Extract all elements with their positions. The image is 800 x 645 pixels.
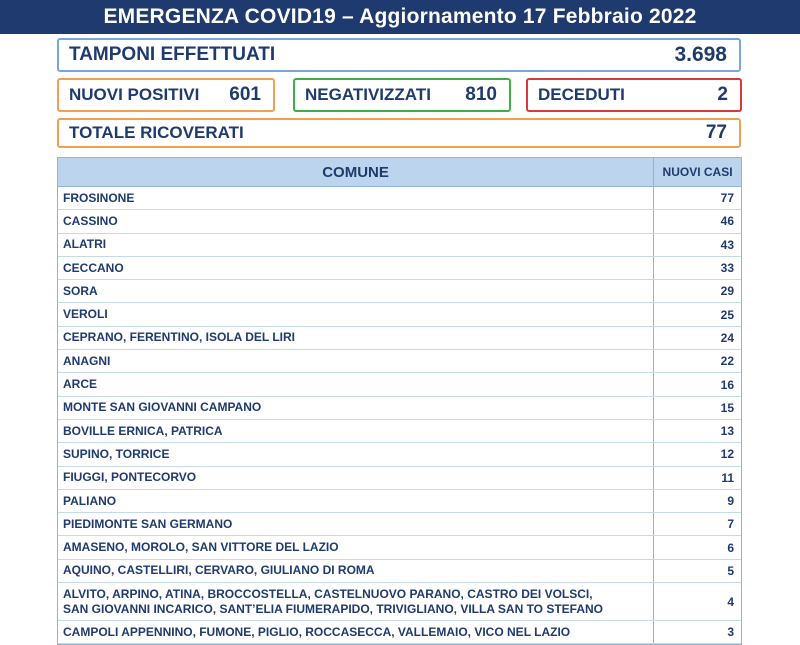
tamponi-label: TAMPONI EFFETTUATI	[69, 44, 276, 65]
nuovi-casi-cell: 12	[720, 447, 734, 462]
comune-cell: ALATRI	[58, 234, 654, 256]
page-title: EMERGENZA COVID19 – Aggiornamento 17 Febbraio 2022	[0, 0, 800, 34]
comune-cell: CAMPOLI APPENNINO, FUMONE, PIGLIO, ROCCASECCA, VALLEMAIO, VICO NEL LAZIO	[58, 621, 654, 643]
totale-ricoverati-value: 77	[705, 122, 727, 143]
nuovi-casi-cell: 4	[727, 594, 734, 609]
comune-cell: VEROLI	[58, 303, 654, 325]
comune-cell: ANAGNI	[58, 350, 654, 372]
table-body	[58, 187, 741, 644]
tamponi-value: 3.698	[674, 43, 727, 66]
nuovi-casi-cell: 5	[727, 563, 734, 578]
totale-ricoverati-box	[57, 118, 741, 148]
table-row	[58, 373, 741, 396]
table-row	[58, 303, 741, 326]
table-row	[58, 490, 741, 513]
nuovi-casi-cell: 22	[720, 354, 734, 369]
table-row	[58, 257, 741, 280]
table-row	[58, 327, 741, 350]
nuovi-casi-cell: 6	[727, 540, 734, 555]
negativizzati-value: 810	[465, 84, 497, 105]
nuovi-casi-cell: 7	[727, 517, 734, 532]
table-row	[58, 621, 741, 644]
comune-cell: ALVITO, ARPINO, ATINA, BROCCOSTELLA, CASTELNUOVO PARANO, CASTRO DEI VOLSCI, SAN GIOVANNI INCARICO, SANT’ELIA FIUMERAPIDO, TRIVIGLIANO, VILLA SAN TO STEFANO	[58, 583, 654, 620]
nuovi-casi-cell: 3	[727, 625, 734, 640]
nuovi-casi-cell: 43	[720, 237, 734, 252]
nuovi-casi-cell: 11	[721, 470, 734, 485]
table-row	[58, 560, 741, 583]
table-row	[58, 280, 741, 303]
nuovi-casi-cell: 25	[720, 307, 734, 322]
comune-cell: BOVILLE ERNICA, PATRICA	[58, 420, 654, 442]
comune-cell: CEPRANO, FERENTINO, ISOLA DEL LIRI	[58, 327, 654, 349]
table-row	[58, 513, 741, 536]
comune-cell: AQUINO, CASTELLIRI, CERVARO, GIULIANO DI ROMA	[58, 560, 654, 582]
table-row	[58, 443, 741, 466]
comune-cell: CECCANO	[58, 257, 654, 279]
table-row	[58, 350, 741, 373]
table-row	[58, 420, 741, 443]
nuovi-casi-cell: 16	[720, 377, 734, 392]
nuovi-casi-cell: 24	[720, 330, 734, 345]
comune-cell: AMASENO, MOROLO, SAN VITTORE DEL LAZIO	[58, 536, 654, 558]
table-row	[58, 536, 741, 559]
nuovi-positivi-value: 601	[229, 84, 261, 105]
nuovi-casi-cell: 33	[720, 261, 734, 276]
nuovi-casi-cell: 29	[720, 284, 734, 299]
negativizzati-box	[293, 78, 511, 112]
table-row	[58, 583, 741, 621]
totale-ricoverati-label: TOTALE RICOVERATI	[69, 123, 244, 142]
comune-cell: SORA	[58, 280, 654, 302]
deceduti-box	[526, 78, 742, 112]
deceduti-label: DECEDUTI	[538, 85, 625, 104]
header-comune: COMUNE	[58, 158, 654, 186]
nuovi-positivi-label: NUOVI POSITIVI	[69, 85, 200, 104]
table-row	[58, 397, 741, 420]
header-nuovi-casi: NUOVI CASI	[662, 165, 733, 179]
cases-table	[57, 157, 742, 645]
comune-cell: ARCE	[58, 373, 654, 395]
table-row	[58, 467, 741, 490]
nuovi-casi-cell: 46	[720, 214, 734, 229]
nuovi-positivi-box	[57, 78, 275, 112]
comune-cell: MONTE SAN GIOVANNI CAMPANO	[58, 397, 654, 419]
negativizzati-label: NEGATIVIZZATI	[305, 85, 431, 104]
comune-cell: PALIANO	[58, 490, 654, 512]
table-header	[58, 158, 741, 187]
deceduti-value: 2	[717, 84, 728, 105]
nuovi-casi-cell: 15	[720, 400, 734, 415]
comune-cell: FIUGGI, PONTECORVO	[58, 467, 654, 489]
comune-cell: FROSINONE	[58, 187, 654, 209]
comune-cell: CASSINO	[58, 210, 654, 232]
nuovi-casi-cell: 77	[720, 191, 734, 206]
nuovi-casi-cell: 13	[720, 424, 734, 439]
tamponi-box	[57, 38, 741, 72]
table-row	[58, 187, 741, 210]
table-row	[58, 234, 741, 257]
comune-cell: SUPINO, TORRICE	[58, 443, 654, 465]
table-row	[58, 210, 741, 233]
nuovi-casi-cell: 9	[727, 494, 734, 508]
comune-cell: PIEDIMONTE SAN GERMANO	[58, 513, 654, 535]
